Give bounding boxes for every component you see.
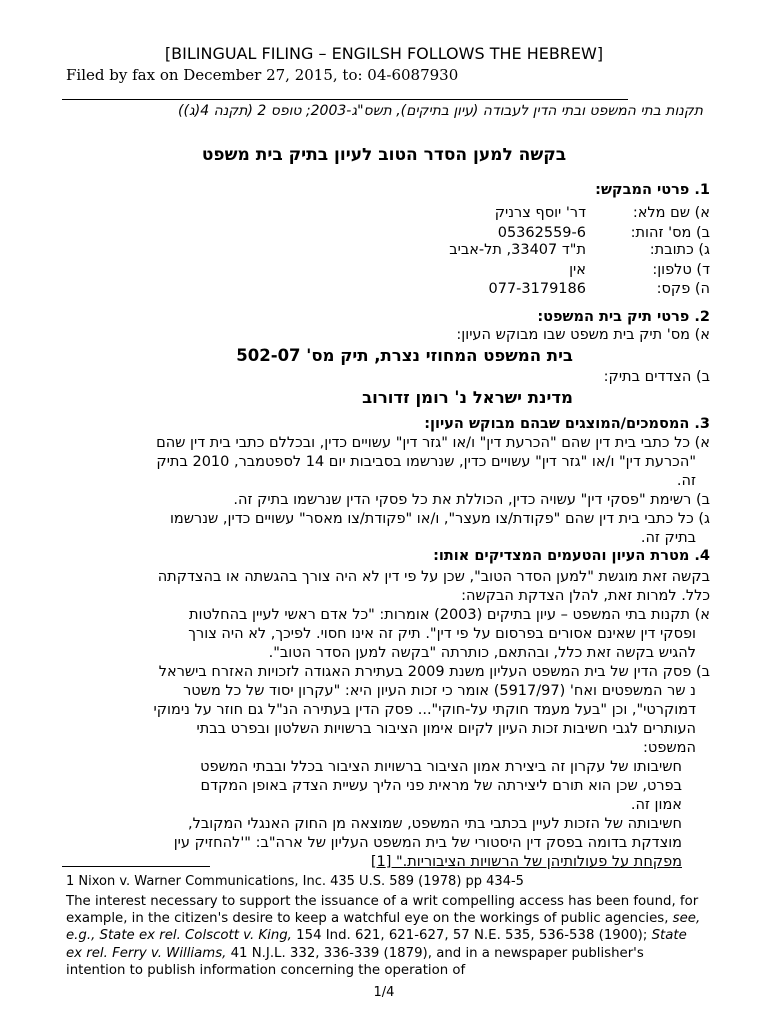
section1-heading: 1. פרטי המבקש: <box>595 182 710 198</box>
fax-filing-line: Filed by fax on December 27, 2015, to: 04-6087930 <box>66 66 459 84</box>
section4-line: דמוקרטי", וכן "בעל מעמד חוקתי על-חוקי"... פסק הדין בעתירה הנ"ל גם חוזר על נימוקי <box>153 702 696 718</box>
section3-heading: 3. המסמכים/המוצגים שבהם מבוקש העיון: <box>424 416 710 432</box>
section4-line: המשפט: <box>643 740 696 756</box>
quote-line <box>174 853 682 872</box>
quote-line: אמון זה. <box>630 797 682 813</box>
case-citation-ferry: State ex rel. Ferry v. Williams, <box>66 928 687 961</box>
english-text: 41 N.J.L. 332, 336-339 (1879), and in a newspaper publisher's intention to publish information concerning the operation of <box>66 945 644 978</box>
section3-line: א) כל כתבי בית דין שהם "הכרעת דין" ו/או "גזר דין" עשויים כדין, ובכללם כתבי בית דין שהם <box>156 435 710 451</box>
page-number: 1/4 <box>373 985 395 1000</box>
fax-label: ה) פקס: <box>656 281 710 297</box>
footnote: 1 Nixon v. Warner Communications, Inc. 435 U.S. 589 (1978) pp 434-5 <box>66 874 524 889</box>
section4-body <box>154 568 710 758</box>
header-divider <box>62 99 628 100</box>
section3-body <box>156 434 710 548</box>
full-name-value: דר' יוסף צרניק <box>494 205 586 221</box>
fax-value: 077-3179186 <box>488 281 586 297</box>
id-number-label: ב) מס' זהות: <box>630 225 710 241</box>
quote-line: מוצדקת בדומה בפסק דין היסטורי של בית המשפט העליון של ארה"ב: "'להחזיק עין <box>173 835 682 851</box>
court-file-value: בית המשפט המחוזי נצרת, תיק מס' 502-07 <box>236 346 573 365</box>
section3-line: ג) כל כתבי בית דין שהם "פקודת/צו מעצר", ו/או "פקודת/צו מאסר" עשויים כדין, שנרשמו <box>169 511 710 527</box>
section3-line: ב) רשימת "פסקי דין" עשויה כדין, הכוללת את כל פסקי הדין שנרשמו בתיק זה. <box>233 492 710 508</box>
section4-line: להגיש בקשה זאת כלל, ובהתאם, כותרתה "בקשה למען הסדר הטוב". <box>268 645 696 661</box>
section2-heading: 2. פרטי תיק בית המשפט: <box>537 309 710 325</box>
section4-line: ופסקי דין שאינם אסורים בפרסום על פי דין". תיק זה אינו חסוי. לפיכך, לא היה צורך <box>188 626 696 642</box>
footnote-divider <box>62 866 210 867</box>
english-text: 154 Ind. 621, 621-627, 57 N.E. 535, 536-538 (1900); <box>291 928 652 944</box>
quote-line: חשיבותה של הזכות לעיין בכתבי בתי המשפט, שמוצאה מן החוק האנגלי המקובל, <box>187 816 682 832</box>
address-label: ג) כתובת: <box>649 242 710 258</box>
section3-line: "הכרעת דין" ו/או "גזר דין" עשויים כדין, שנרשמו בסביבות יום 14 לספטמבר, 2010 בתיק <box>156 454 696 470</box>
section4-line: בקשה זאת מוגשת "למען הסדר הטוב", שכן על פי דין לא היה צורך בהגשתה או בהצדקתה <box>157 569 710 585</box>
quote-line: חשיבותו של עקרון זה ביצירת אמון הציבור ברשויות הציבור בכלל ובבתי המשפט <box>200 759 682 775</box>
full-name-label: א) שם מלא: <box>632 205 710 221</box>
court-file-label: א) מס' תיק בית משפט שבו מבוקש העיון: <box>456 327 710 343</box>
address-value: ת"ד 33407, תל-אביב <box>449 242 586 258</box>
quote-last-line: מפקחת על פעולותיהן של הרשויות הציבוריות." [1] <box>370 854 682 870</box>
case-citation-colscott: see, e.g., State ex rel. Colscott v. King, <box>66 911 701 944</box>
section3-line: זה. <box>676 473 696 489</box>
section4-line: ב) פסק הדין של בית המשפט העליון משנת 2009 בעתירת האגודה לזכויות האזרח בישראל <box>158 664 710 680</box>
section4-heading: 4. מטרת העיון והטעמים המצדיקים אותו: <box>433 548 710 564</box>
phone-label: ד) טלפון: <box>652 262 710 278</box>
section4-line: העותרים לגבי חשיבות זכות העיון לקיום אימון הציבור ברשויות השלטון ובפרט בבתי <box>196 721 696 737</box>
parties-value: מדינת ישראל נ' רומן זדורוב <box>362 388 573 407</box>
quote-line: בפרט, שכן הוא תורם ליצירתה של מראית פני הליך עשיית הצדק באופן המקדם <box>200 778 682 794</box>
english-text: The interest necessary to support the issuance of a writ compelling access has been found, for example, in the citizen's desire to keep a watchful eye on the workings of public agencies, <box>66 894 699 927</box>
document-title: בקשה למען הסדר הטוב לעיון בתיק בית משפט <box>201 145 567 165</box>
bilingual-banner: [BILINGUAL FILING – ENGILSH FOLLOWS THE HEBREW] <box>164 44 604 63</box>
parties-label: ב) הצדדים בתיק: <box>603 369 710 385</box>
section4-line: נ שר המשפטים ואח' (5917/97) אומר כי זכות העיון היא: "עקרון יסוד של כל משטר <box>183 683 696 699</box>
phone-value: אין <box>569 262 586 278</box>
regulation-reference: תקנות בתי המשפט ובתי הדין לעבודה (עיון בתיקים), תשס"ג-2003; טופס 2 (תקנה 4(ג)) <box>178 103 703 119</box>
section4-line: א) תקנות בתי המשפט – עיון בתיקים (2003) אומרות: "כל אדם ראשי לעיין בהחלטות <box>188 607 710 623</box>
id-number-value: 05362559-6 <box>497 225 586 241</box>
section3-line: בתיק זה. <box>640 530 696 546</box>
court-quote <box>174 758 710 872</box>
section4-line: כלל. למרות זאת, להלן הצדקת הבקשה: <box>461 588 710 604</box>
english-paragraph <box>66 893 706 979</box>
